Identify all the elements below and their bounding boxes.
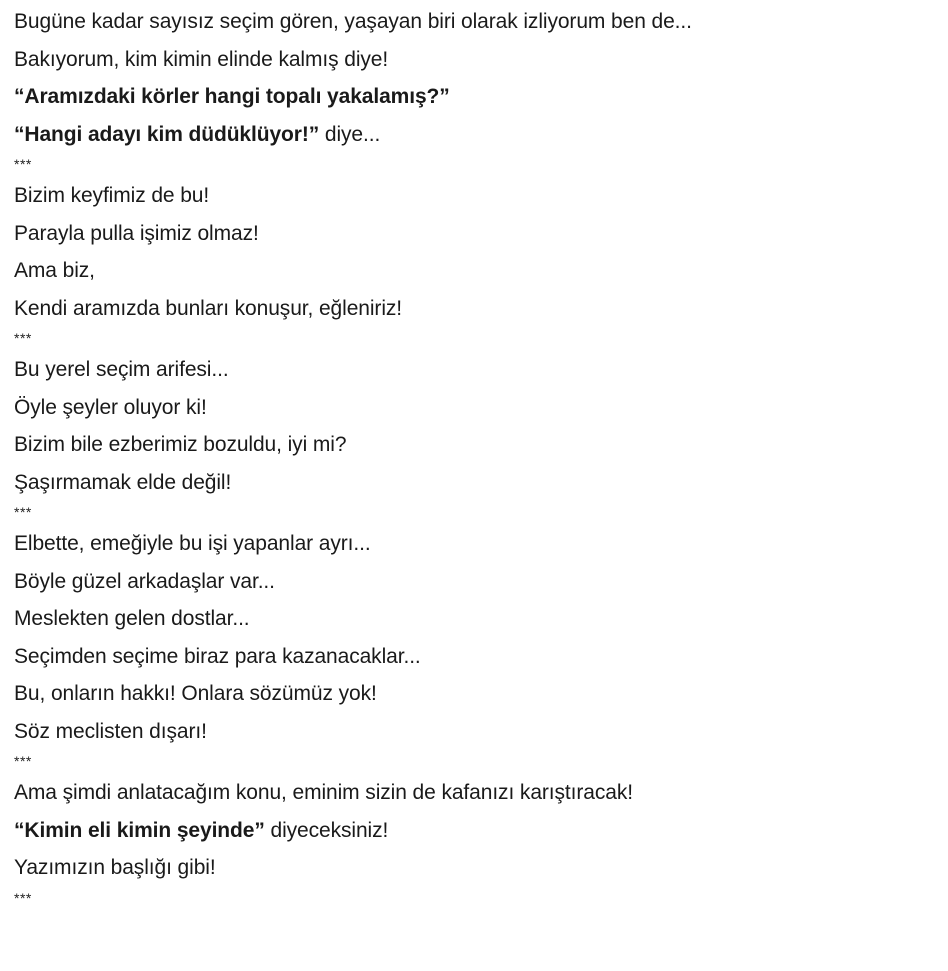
- bold-quote-line: “Aramızdaki körler hangi topalı yakalamış?”: [14, 85, 450, 108]
- section-separator: ***: [14, 330, 32, 346]
- paragraph-line: Ama şimdi anlatacağım konu, eminim sizin de kafanızı karıştıracak!: [14, 781, 633, 804]
- paragraph-line: Bu yerel seçim arifesi...: [14, 358, 229, 381]
- paragraph-line: Seçimden seçime biraz para kazanacaklar...: [14, 644, 421, 668]
- paragraph-line: Söz meclisten dışarı!: [14, 719, 207, 743]
- section-separator: ***: [14, 504, 32, 520]
- quote-suffix: diyeceksiniz!: [264, 818, 389, 842]
- quote-suffix: diye...: [319, 122, 381, 146]
- paragraph-line: Bu, onların hakkı! Onlara sözümüz yok!: [14, 682, 377, 705]
- paragraph-line: Meslekten gelen dostlar...: [14, 607, 250, 630]
- paragraph-line: Elbette, emeğiyle bu işi yapanlar ayrı...: [14, 532, 371, 555]
- article-body: [14, 3, 934, 911]
- section-separator: ***: [14, 753, 32, 769]
- paragraph-line: Şaşırmamak elde değil!: [14, 470, 232, 494]
- mixed-quote-line: [14, 812, 934, 850]
- mixed-quote-line: [14, 116, 934, 154]
- bold-quote: “Hangi adayı kim düdüklüyor!”: [14, 122, 320, 146]
- paragraph-line: Öyle şeyler oluyor ki!: [14, 395, 207, 419]
- section-separator: ***: [14, 889, 32, 906]
- paragraph-line: Bugüne kadar sayısız seçim gören, yaşayan biri olarak izliyorum ben de...: [14, 10, 692, 33]
- section-separator: ***: [14, 156, 32, 172]
- paragraph-line: Kendi aramızda bunları konuşur, eğleniriz!: [14, 296, 403, 320]
- paragraph-line: Bizim bile ezberimiz bozuldu, iyi mi?: [14, 433, 347, 456]
- bold-quote: “Kimin eli kimin şeyinde”: [14, 818, 265, 842]
- paragraph-line: Bizim keyfimiz de bu!: [14, 184, 210, 207]
- paragraph-line: Parayla pulla işimiz olmaz!: [14, 221, 259, 245]
- paragraph-line: Ama biz,: [14, 259, 95, 282]
- paragraph-line: Böyle güzel arkadaşlar var...: [14, 569, 275, 593]
- paragraph-line: Bakıyorum, kim kimin elinde kalmış diye!: [14, 47, 389, 71]
- paragraph-line: Yazımızın başlığı gibi!: [14, 856, 216, 879]
